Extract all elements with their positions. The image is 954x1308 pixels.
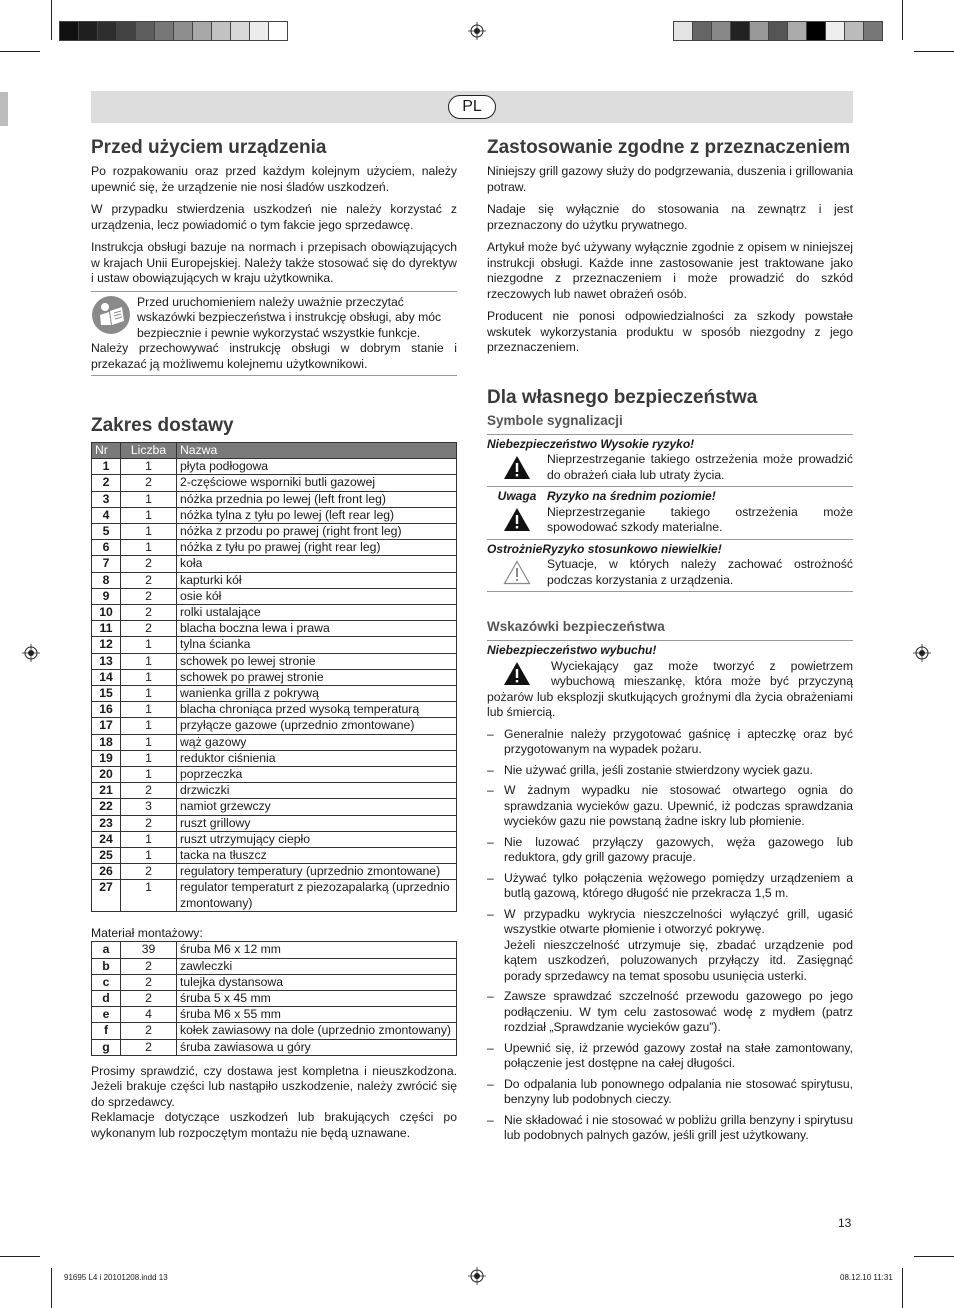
- safety-bullet-item: – Nie luzować przyłączy gazowych, węża gazowego lub reduktora, gdy grill gazowy pracuje.: [487, 835, 853, 866]
- cell-name: kołek zawiasowy na dole (uprzednio zmontowany): [177, 1023, 457, 1039]
- explosion-text: Wyciekający gaz może tworzyć z powietrzem wybuchową mieszankę, która może być przyczyną pożarów lub eksplozji skutkujących groźnymi dla życia obrażeniami lub śmiercią.: [487, 658, 853, 719]
- cell-nr: d: [92, 991, 121, 1007]
- crop-mark: [51, 0, 52, 40]
- cell-nr: 10: [92, 605, 121, 621]
- cell-nr: c: [92, 974, 121, 990]
- safety-heading: Dla własnego bezpieczeństwa: [487, 386, 758, 408]
- signal-caution-text: Nieprzestrzeganie takiego ostrzeżenia może spowodować szkody materialne.: [547, 504, 853, 534]
- crop-mark: [902, 1268, 903, 1308]
- color-bar-right: [674, 21, 883, 41]
- cell-count: 1: [121, 653, 177, 669]
- parts-table-row: [92, 783, 457, 799]
- cell-name: poprzeczka: [177, 767, 457, 783]
- crop-mark: [914, 1256, 954, 1257]
- signal-caution: [487, 487, 853, 540]
- before-use-paragraph: W przypadku stwierdzenia uszkodzeń nie należy korzystać z urządzenia, lecz powiadomić o tym fakcie jego sprzedawcę.: [91, 202, 457, 232]
- read-manual-icon: [91, 295, 131, 335]
- cell-name: regulator temperaturt z piezozapalarką (uprzednio zmontowany): [177, 880, 457, 911]
- parts-table-row: [92, 750, 457, 766]
- cell-count: 2: [121, 572, 177, 588]
- page-number: 13: [838, 1216, 852, 1230]
- explosion-heading: Niebezpieczeństwo wybuchu!: [487, 643, 657, 657]
- notice-warning-icon: [503, 560, 531, 585]
- cell-count: 1: [121, 637, 177, 653]
- crop-mark: [0, 51, 40, 52]
- cell-name: nóżka z tyłu po prawej (right rear leg): [177, 540, 457, 556]
- cell-nr: 3: [92, 491, 121, 507]
- mounting-table-row: [92, 1039, 457, 1055]
- parts-table-header: [92, 443, 457, 459]
- signals-subheading: Symbole sygnalizacji: [487, 412, 623, 428]
- crop-mark: [914, 51, 954, 52]
- cell-name: kapturki kół: [177, 572, 457, 588]
- keep-manual-text: Należy przechowywać instrukcję obsługi w dobrym stanie i przekazać ją możliwemu kolejnemu użytkownikowi.: [91, 341, 457, 371]
- mounting-table-row: [92, 942, 457, 958]
- cell-name: 2-częściowe wsporniki butli gazowej: [177, 475, 457, 491]
- parts-table-row: [92, 880, 457, 911]
- cell-count: 39: [121, 942, 177, 958]
- parts-table-row: [92, 459, 457, 475]
- cell-name: nóżka z przodu po prawej (right front leg): [177, 524, 457, 540]
- mounting-table-row: [92, 1007, 457, 1023]
- cell-nr: 14: [92, 669, 121, 685]
- cell-name: nóżka przednia po lewej (left front leg): [177, 491, 457, 507]
- mounting-label: Materiał montażowy:: [91, 925, 203, 940]
- cell-nr: 1: [92, 459, 121, 475]
- cell-count: 2: [121, 783, 177, 799]
- cell-count: 4: [121, 1007, 177, 1023]
- cell-name: schowek po lewej stronie: [177, 653, 457, 669]
- language-badge: PL: [448, 95, 496, 119]
- cell-name: przyłącze gazowe (uprzednio zmontowane): [177, 718, 457, 734]
- cell-nr: 19: [92, 750, 121, 766]
- safety-bullet-item: – Generalnie należy przygotować gaśnicę i apteczkę oraz być przygotowanym na wypadek pożaru.: [487, 727, 853, 758]
- side-tab: [0, 92, 8, 126]
- parts-table-row: [92, 864, 457, 880]
- cell-count: 2: [121, 958, 177, 974]
- parts-table-row: [92, 815, 457, 831]
- signal-danger-text: Nieprzestrzeganie takiego ostrzeżenia może prowadzić do obrażeń ciała lub utraty życia.: [547, 452, 853, 482]
- cell-nr: 2: [92, 475, 121, 491]
- cell-count: 2: [121, 588, 177, 604]
- cell-name: namiot grzewczy: [177, 799, 457, 815]
- cell-name: koła: [177, 556, 457, 572]
- cell-count: 2: [121, 991, 177, 1007]
- safety-bullet-item: – Upewnić się, iż przewód gazowy został na stałe zamontowany, połączenie jest dostępne na całej długości.: [487, 1041, 853, 1072]
- safety-bullet-item: – Używać tylko połączenia wężowego pomiędzy urządzeniem a butlą gazową, którego długość nie przekracza 1,5 m.: [487, 871, 853, 902]
- parts-table-row: [92, 475, 457, 491]
- check-delivery-text: Prosimy sprawdzić, czy dostawa jest kompletna i nieuszkodzona. Jeżeli brakuje części lub nastąpiło uszkodzenie, należy zwrócić się do sprzedawcy.: [91, 1063, 457, 1109]
- safety-bullet-list: [487, 727, 853, 1144]
- safety-bullet-item: – W żadnym wypadku nie stosować otwartego ognia do sprawdzania wycieków gazu. Upewnić, iż podczas sprawdzania wycieków gazu nie powstaną żadne iskry lub płomienie.: [487, 783, 853, 830]
- cell-count: 2: [121, 1039, 177, 1055]
- parts-table-row: [92, 491, 457, 507]
- signal-careful-heading: OstrożnieRyzyko stosunkowo niewielkie!: [487, 541, 722, 556]
- parts-table-body: [92, 459, 457, 912]
- cell-count: 1: [121, 459, 177, 475]
- cell-name: rolki ustalające: [177, 605, 457, 621]
- safety-bullet-item: – W przypadku wykrycia nieszczelności wyłączyć grill, ugasić wszystkie otwarte płomienie i otworzyć pokrywę. Jeżeli nieszczelność utrzymuje się, zbadać urządzenie pod kątem uszkodzeń, poluzowanych przyłączy itd. Zasięgnąć porady sprzedawcy na temat sposobu usunięcia usterki.: [487, 907, 853, 985]
- danger-warning-icon: [503, 455, 531, 480]
- signals-block: [487, 434, 853, 593]
- cell-name: ruszt grillowy: [177, 815, 457, 831]
- cell-count: 1: [121, 767, 177, 783]
- intended-use-paragraph: Niniejszy grill gazowy służy do podgrzewania, duszenia i grillowania potraw.: [487, 164, 853, 194]
- cell-count: 2: [121, 605, 177, 621]
- cell-nr: 15: [92, 686, 121, 702]
- cell-nr: 5: [92, 524, 121, 540]
- signal-danger: [487, 435, 853, 488]
- mounting-table-row: [92, 974, 457, 990]
- parts-table-row: [92, 669, 457, 685]
- cell-name: drzwiczki: [177, 783, 457, 799]
- cell-nr: 20: [92, 767, 121, 783]
- cell-name: śruba zawiasowa u góry: [177, 1039, 457, 1055]
- cell-count: 1: [121, 702, 177, 718]
- read-manual-box: [91, 291, 457, 377]
- cell-name: blacha chroniąca przed wysoką temperaturą: [177, 702, 457, 718]
- parts-table-row: [92, 653, 457, 669]
- cell-count: 2: [121, 621, 177, 637]
- intended-use-paragraph: Artykuł może być używany wyłącznie zgodnie z opisem w niniejszej instrukcji obsługi. Każde inne zastosowanie jest traktowane jako niezgodne z przeznaczeniem i może prowadzić do szkód rzeczowych lub nawet obrażeń osób.: [487, 240, 853, 301]
- parts-table-row: [92, 831, 457, 847]
- cell-nr: a: [92, 942, 121, 958]
- cell-name: śruba M6 x 12 mm: [177, 942, 457, 958]
- safety-bullet-item: – Nie składować i nie stosować w pobliżu grilla benzyny i spirytusu lub podobnych palnych gazów, jeśli grill jest użytkowany.: [487, 1113, 853, 1144]
- read-manual-text: Przed uruchomieniem należy uważnie przeczytać wskazówki bezpieczeństwa i instrukcję obsługi, aby móc bezpiecznie i pewnie wykorzystać wszystkie funkcje.: [137, 294, 442, 340]
- cell-name: reduktor ciśnienia: [177, 750, 457, 766]
- cell-nr: 9: [92, 588, 121, 604]
- explosion-warning-icon: [503, 661, 531, 686]
- cell-nr: 24: [92, 831, 121, 847]
- cell-count: 2: [121, 556, 177, 572]
- cell-name: zawleczki: [177, 958, 457, 974]
- cell-nr: 13: [92, 653, 121, 669]
- cell-count: 1: [121, 848, 177, 864]
- cell-nr: 18: [92, 734, 121, 750]
- signal-caution-label: Uwaga: [497, 489, 537, 503]
- explosion-block: [487, 640, 853, 721]
- cell-name: płyta podłogowa: [177, 459, 457, 475]
- signal-careful: [487, 540, 853, 593]
- col-count: Liczba: [121, 443, 177, 459]
- cell-name: ruszt utrzymujący ciepło: [177, 831, 457, 847]
- cell-count: 1: [121, 718, 177, 734]
- cell-nr: b: [92, 958, 121, 974]
- mounting-table-row: [92, 991, 457, 1007]
- col-name: Nazwa: [177, 443, 457, 459]
- cell-count: 1: [121, 669, 177, 685]
- cell-count: 2: [121, 815, 177, 831]
- cell-name: regulatory temperatury (uprzednio zmontowane): [177, 864, 457, 880]
- cell-nr: e: [92, 1007, 121, 1023]
- mounting-table-body: [92, 942, 457, 1055]
- crop-mark: [51, 1268, 52, 1308]
- registration-mark-icon: [468, 22, 486, 40]
- signal-danger-heading: Niebezpieczeństwo Wysokie ryzyko!: [487, 436, 695, 451]
- cell-name: wanienka grilla z pokrywą: [177, 686, 457, 702]
- cell-name: śruba 5 x 45 mm: [177, 991, 457, 1007]
- cell-name: tulejka dystansowa: [177, 974, 457, 990]
- before-use-heading: Przed użyciem urządzenia: [91, 137, 327, 158]
- cell-nr: 12: [92, 637, 121, 653]
- parts-table-row: [92, 621, 457, 637]
- parts-table-row: [92, 556, 457, 572]
- signal-caution-header: [487, 489, 853, 505]
- registration-mark-icon: [22, 644, 40, 662]
- cell-count: 2: [121, 974, 177, 990]
- before-use-paragraph: Po rozpakowaniu oraz przed każdym kolejnym użyciem, należy upewnić się, że urządzenie nie nosi śladów uszkodzeń.: [91, 164, 457, 194]
- cell-count: 1: [121, 750, 177, 766]
- parts-table-row: [92, 734, 457, 750]
- parts-table-row: [92, 702, 457, 718]
- cell-count: 1: [121, 686, 177, 702]
- parts-table-row: [92, 637, 457, 653]
- before-use-paragraph: Instrukcja obsługi bazuje na normach i przepisach obowiązujących w krajach Unii Europejskiej. Należy także stosować się do dyrektyw i ustaw obowiązujących w kraju użytkownika.: [91, 240, 457, 285]
- cell-count: 1: [121, 880, 177, 911]
- cell-nr: 4: [92, 507, 121, 523]
- parts-table-row: [92, 540, 457, 556]
- cell-name: blacha boczna lewa i prawa: [177, 621, 457, 637]
- parts-table-row: [92, 605, 457, 621]
- cell-name: tylna ścianka: [177, 637, 457, 653]
- parts-table-row: [92, 588, 457, 604]
- cell-count: 1: [121, 831, 177, 847]
- cell-count: 2: [121, 864, 177, 880]
- footer-date: 08.12.10 11:31: [840, 1273, 893, 1282]
- left-column: [91, 136, 457, 1148]
- delivery-heading: Zakres dostawy: [91, 415, 234, 436]
- signal-caution-heading: Ryzyko na średnim poziomie!: [547, 489, 716, 503]
- cell-count: 1: [121, 524, 177, 540]
- cell-nr: g: [92, 1039, 121, 1055]
- cell-nr: 6: [92, 540, 121, 556]
- parts-table-row: [92, 686, 457, 702]
- crop-mark: [0, 1256, 40, 1257]
- parts-table-row: [92, 848, 457, 864]
- cell-nr: 27: [92, 880, 121, 911]
- col-nr: Nr: [92, 443, 121, 459]
- intended-use-heading: Zastosowanie zgodne z przeznaczeniem: [487, 137, 851, 158]
- parts-table-row: [92, 572, 457, 588]
- cell-count: 1: [121, 507, 177, 523]
- cell-nr: 17: [92, 718, 121, 734]
- cell-count: 1: [121, 491, 177, 507]
- cell-count: 1: [121, 734, 177, 750]
- cell-nr: 7: [92, 556, 121, 572]
- signal-careful-text: Sytuacje, w których należy zachować ostrożność podczas korzystania z urządzenia.: [547, 557, 853, 587]
- cell-nr: 11: [92, 621, 121, 637]
- cell-nr: 21: [92, 783, 121, 799]
- cell-count: 2: [121, 475, 177, 491]
- caution-warning-icon: [503, 507, 531, 532]
- cell-name: osie kół: [177, 588, 457, 604]
- safety-bullet-item: – Nie używać grilla, jeśli zostanie stwierdzony wyciek gazu.: [487, 763, 853, 779]
- cell-nr: 23: [92, 815, 121, 831]
- cell-name: nóżka tylna z tyłu po lewej (left rear leg): [177, 507, 457, 523]
- cell-nr: f: [92, 1023, 121, 1039]
- parts-table-row: [92, 767, 457, 783]
- cell-name: śruba M6 x 55 mm: [177, 1007, 457, 1023]
- cell-name: wąż gazowy: [177, 734, 457, 750]
- mounting-table-row: [92, 1023, 457, 1039]
- cell-count: 2: [121, 1023, 177, 1039]
- color-bar-left: [60, 21, 288, 41]
- cell-nr: 22: [92, 799, 121, 815]
- cell-nr: 26: [92, 864, 121, 880]
- cell-nr: 25: [92, 848, 121, 864]
- registration-mark-icon: [468, 1267, 486, 1285]
- cell-name: tacka na tłuszcz: [177, 848, 457, 864]
- cell-nr: 8: [92, 572, 121, 588]
- cell-count: 1: [121, 540, 177, 556]
- parts-table-row: [92, 799, 457, 815]
- right-column: [487, 136, 853, 1149]
- parts-table-row: [92, 524, 457, 540]
- parts-table-row: [92, 507, 457, 523]
- intended-use-paragraph: Nadaje się wyłącznie do stosowania na zewnątrz i jest przeznaczony do użytku prywatnego.: [487, 202, 853, 232]
- cell-count: 3: [121, 799, 177, 815]
- parts-table-row: [92, 718, 457, 734]
- safety-bullet-item: – Zawsze sprawdzać szczelność przewodu gazowego po jego podłączeniu. W tym celu zastosować wodę z mydłem (patrz rozdział „Sprawdzanie wycieków gazu”).: [487, 989, 853, 1036]
- footer-file-info: 91695 L4 i 20101208.indd 13: [64, 1273, 168, 1282]
- mounting-table: [91, 941, 457, 1055]
- complaints-text: Reklamacje dotyczące uszkodzeń lub brakujących części po wykonanym lub rozpoczętym montażu nie będą uznawane.: [91, 1110, 457, 1140]
- cell-name: schowek po prawej stronie: [177, 669, 457, 685]
- crop-mark: [902, 0, 903, 40]
- intended-use-paragraph: Producent nie ponosi odpowiedzialności za szkody powstałe wskutek wykorzystania produktu w sposób niezgodny z jego przeznaczeniem.: [487, 309, 853, 354]
- mounting-table-row: [92, 958, 457, 974]
- parts-table: [91, 442, 457, 912]
- tips-subheading: Wskazówki bezpieczeństwa: [487, 619, 665, 634]
- cell-nr: 16: [92, 702, 121, 718]
- safety-bullet-item: – Do odpalania lub ponownego odpalania nie stosować spirytusu, benzyny lub podobnych cieczy.: [487, 1077, 853, 1108]
- registration-mark-icon: [913, 644, 931, 662]
